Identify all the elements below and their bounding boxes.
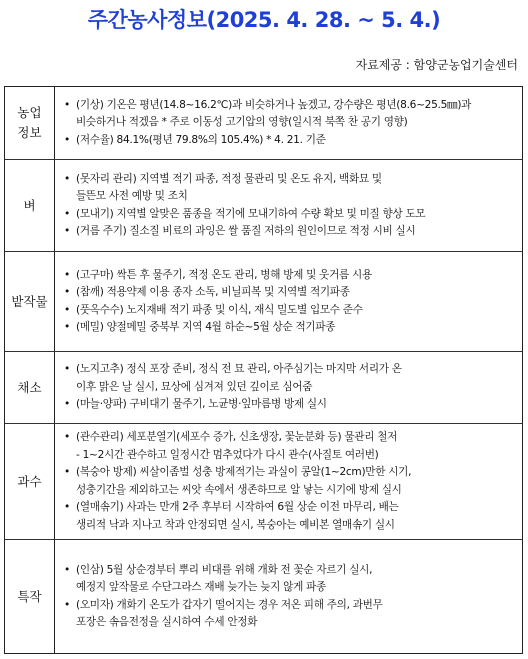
bullet-item: • (저수율) 84.1%(평년 79.8%의 105.4%) * 4. 21. 기준: [64, 132, 516, 150]
row-content: [55, 252, 522, 351]
farm-info-table: [4, 86, 523, 654]
bullet-item: • (못자리 관리) 지역별 적기 파종, 적정 물관리 및 온도 유지, 백화묘 및 들뜬모 사전 예방 및 조치: [64, 171, 516, 206]
row-label: 과수: [5, 424, 55, 539]
bullet-item: • (열매솎기) 사과는 만개 2주 후부터 시작하여 6월 상순 이전 마무리, 배는 생리적 낙과 지나고 착과 안정되면 실시, 복숭아는 예비본 열매솎기 실시: [64, 499, 516, 534]
row-agri-info: [5, 87, 522, 159]
bullet-item: • (노지고추) 정식 포장 준비, 정식 전 묘 관리, 아주심기는 마지막 서리가 온 이후 맑은 날 실시, 묘상에 심겨져 있던 깊이로 심어줌: [64, 361, 516, 396]
bullet-item: • (복숭아 방제) 씨살이좀벌 성충 방제적기는 과실이 콩알(1~2cm)만한 시기, 성충기간을 제외하고는 씨앗 속에서 생존하므로 알 낳는 시기에 방제 실시: [64, 464, 516, 499]
row-label: 채소: [5, 352, 55, 423]
row-content: [55, 352, 522, 423]
row-content: [55, 424, 522, 539]
bullet-item: • (인삼) 5월 상순경부터 뿌리 비대를 위해 개화 전 꽃순 자르기 실시, 예정지 앞작물로 수단그라스 재배 늦가는 늦지 않게 파종: [64, 562, 516, 597]
bullet-item: • (오미자) 개화기 온도가 갑자기 떨어지는 경우 저온 피해 주의, 과번무 포장은 솎음전정을 실시하여 수세 안정화: [64, 597, 516, 632]
bullet-item: • (참깨) 적용약제 이용 종자 소독, 비닐피복 및 지역별 적기파종: [64, 284, 516, 302]
row-vegetables: [5, 351, 522, 423]
row-label: 벼: [5, 160, 55, 251]
bullet-item: • (메밀) 양절메밀 중북부 지역 4월 하순~5월 상순 적기파종: [64, 319, 516, 337]
bullet-item: • (고구마) 싹튼 후 물주기, 적정 온도 관리, 병해 방제 및 웃거름 시용: [64, 267, 516, 285]
row-content: [55, 160, 522, 251]
bullet-item: • (거름 주기) 질소질 비료의 과잉은 쌀 품질 저하의 원인이므로 적정 시비 실시: [64, 223, 516, 241]
source-credit: 자료제공 : 함양군농업기술센터: [355, 58, 518, 72]
row-content: [55, 87, 522, 159]
page-title: 주간농사정보(2025. 4. 28. ~ 5. 4.): [87, 8, 441, 32]
bullet-item: • (관수관리) 세포분열기(세포수 증가, 신초생장, 꽃눈분화 등) 물관리 철저 - 1~2시간 관수하고 일정시간 멈추었다가 다시 관수(사질토 여러번): [64, 429, 516, 464]
row-label: 특작: [5, 540, 55, 653]
row-rice: [5, 159, 522, 251]
bullet-item: • (마늘·양파) 구비대기 물주기, 노균병·잎마름병 방제 실시: [64, 396, 516, 414]
bullet-item: • (기상) 기온은 평년(14.8~16.2℃)과 비슷하거나 높겠고, 강수량은 평년(8.6~25.5㎜)과 비슷하거나 적겠음 * 주로 이동성 고기압의 영향(일시적 북쪽 찬 공기 영향): [64, 97, 516, 132]
row-fruit-trees: [5, 423, 522, 539]
row-label: 농업 정보: [5, 87, 55, 159]
row-label: 밭작물: [5, 252, 55, 351]
row-special-crops: [5, 539, 522, 653]
bullet-item: • (모내기) 지역별 알맞은 품종을 적기에 모내기하여 수량 확보 및 미질 향상 도모: [64, 206, 516, 224]
row-content: [55, 540, 522, 653]
bullet-item: • (풋옥수수) 노지재배 적기 파종 및 이식, 재식 밀도별 입모수 준수: [64, 302, 516, 320]
row-field-crops: [5, 251, 522, 351]
